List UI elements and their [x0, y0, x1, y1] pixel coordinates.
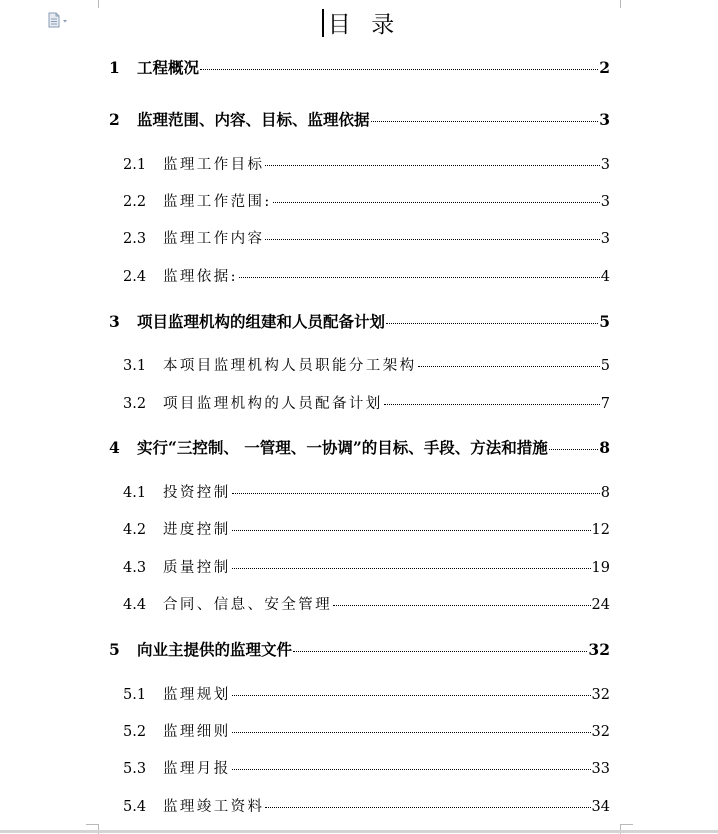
toc-leader-dots — [273, 202, 600, 203]
toc-entry-number: 5.1 — [123, 687, 147, 703]
toc-entry-title: 监理范围、内容、目标、监理依据 — [137, 110, 370, 129]
toc-entry-number: 2.4 — [123, 269, 147, 285]
toc-entry[interactable] — [109, 638, 610, 660]
toc-entry-title: 监理规划 — [163, 687, 231, 703]
toc-entry-title: 监理细则 — [163, 724, 231, 740]
toc-entry[interactable] — [123, 227, 610, 248]
toc-entry-title: 实行“三控制、 一管理、一协调”的目标、手段、方法和措施 — [137, 438, 548, 457]
toc-entry[interactable] — [123, 392, 610, 413]
toc-entry-page: 19 — [591, 560, 610, 576]
toc-entry-number: 2 — [109, 110, 120, 129]
toc-leader-dots — [232, 568, 591, 569]
toc-entry-title: 进度控制 — [163, 522, 231, 538]
toc-entry-number: 3 — [109, 312, 120, 331]
toc-entry-page: 32 — [591, 687, 610, 703]
toc-leader-dots — [371, 121, 599, 122]
toc-entry-number: 4 — [109, 438, 120, 457]
toc-entry[interactable] — [123, 518, 610, 539]
toc-entry-number: 5.4 — [123, 799, 147, 815]
toc-entry[interactable] — [109, 56, 610, 78]
toc-entry[interactable] — [123, 556, 610, 577]
toc-entry-page: 32 — [591, 724, 610, 740]
toc-entry-title: 项目监理机构的人员配备计划 — [163, 396, 383, 412]
toc-entry-page: 8 — [600, 485, 610, 501]
toc-leader-dots — [232, 732, 591, 733]
toc-entry-page: 3 — [599, 110, 610, 129]
toc-entry-number: 5.3 — [123, 761, 147, 777]
toc-leader-dots — [386, 323, 598, 324]
toc-entry[interactable] — [123, 683, 610, 704]
toc-entry[interactable] — [123, 795, 610, 816]
toc-leader-dots — [384, 404, 600, 405]
toc-entry[interactable] — [123, 481, 610, 502]
toc-entry-title: 监理工作目标 — [163, 157, 265, 173]
toc-entry-number: 4.4 — [123, 597, 147, 613]
toc-entry-page: 3 — [600, 157, 610, 173]
toc-leader-dots — [333, 605, 591, 606]
toc-entry-page: 3 — [600, 194, 610, 210]
toc-entry-page: 34 — [591, 799, 610, 815]
toc-leader-dots — [232, 695, 591, 696]
toc-leader-dots — [293, 651, 587, 652]
toc-entry-page: 32 — [588, 640, 610, 659]
toc-title: 目 录 — [327, 12, 397, 38]
toc-entry-number: 3.1 — [123, 358, 147, 374]
toc-leader-dots — [232, 493, 600, 494]
toc-entry-page: 8 — [599, 438, 610, 457]
toc-entry-page: 33 — [591, 761, 610, 777]
toc-leader-dots — [549, 449, 598, 450]
toc-entry-page: 5 — [599, 312, 610, 331]
toc-leader-dots — [265, 807, 590, 808]
toc-entry-title: 监理工作内容 — [163, 231, 265, 247]
toc-entry-number: 3.2 — [123, 396, 147, 412]
toc-entry[interactable] — [123, 265, 610, 286]
toc-entry[interactable] — [123, 757, 610, 778]
toc-entry[interactable] — [123, 720, 610, 741]
toc-entry[interactable] — [109, 108, 610, 130]
toc-entry-title: 投资控制 — [163, 485, 231, 501]
toc-entry-title: 向业主提供的监理文件 — [137, 640, 293, 659]
toc-entry-page: 2 — [599, 58, 610, 77]
toc-entry-number: 4.2 — [123, 522, 147, 538]
toc-entry-page: 24 — [591, 597, 610, 613]
toc-entry-title: 监理工作范围: — [163, 194, 272, 210]
toc-entry[interactable] — [123, 354, 610, 375]
toc-leader-dots — [200, 69, 598, 70]
toc-entry-number: 2.3 — [123, 231, 147, 247]
toc-entry-page: 4 — [600, 269, 610, 285]
toc-entry-number: 2.1 — [123, 157, 147, 173]
toc-entry[interactable] — [123, 190, 610, 211]
toc-entry-title: 合同、信息、安全管理 — [163, 597, 332, 613]
toc-entry-title: 监理依据: — [163, 269, 238, 285]
toc-entry[interactable] — [109, 310, 610, 332]
toc-entry-number: 1 — [109, 58, 120, 77]
toc-entry-title: 项目监理机构的组建和人员配备计划 — [137, 312, 386, 331]
toc-entry[interactable] — [123, 153, 610, 174]
toc-entry-title: 监理月报 — [163, 761, 231, 777]
toc-leader-dots — [418, 366, 600, 367]
toc-entry-number: 4.1 — [123, 485, 147, 501]
toc-entry-title: 监理竣工资料 — [163, 799, 265, 815]
toc-leader-dots — [265, 165, 599, 166]
toc-entry-number: 2.2 — [123, 194, 147, 210]
toc-entry[interactable] — [123, 593, 610, 614]
toc-leader-dots — [232, 530, 591, 531]
toc-leader-dots — [265, 239, 599, 240]
toc-entry[interactable] — [109, 436, 610, 458]
toc-entry-number: 5 — [109, 640, 120, 659]
toc-entry-page: 3 — [600, 231, 610, 247]
toc-entry-page: 5 — [600, 358, 610, 374]
toc-entry-title: 工程概况 — [137, 58, 200, 77]
toc-entry-page: 12 — [591, 522, 610, 538]
toc-leader-dots — [232, 769, 591, 770]
toc-entry-number: 4.3 — [123, 560, 147, 576]
toc-entry-title: 质量控制 — [163, 560, 231, 576]
toc-entry-number: 5.2 — [123, 724, 147, 740]
toc-entry-title: 本项目监理机构人员职能分工架构 — [163, 358, 417, 374]
toc-entry-page: 7 — [600, 396, 610, 412]
toc-leader-dots — [239, 277, 600, 278]
